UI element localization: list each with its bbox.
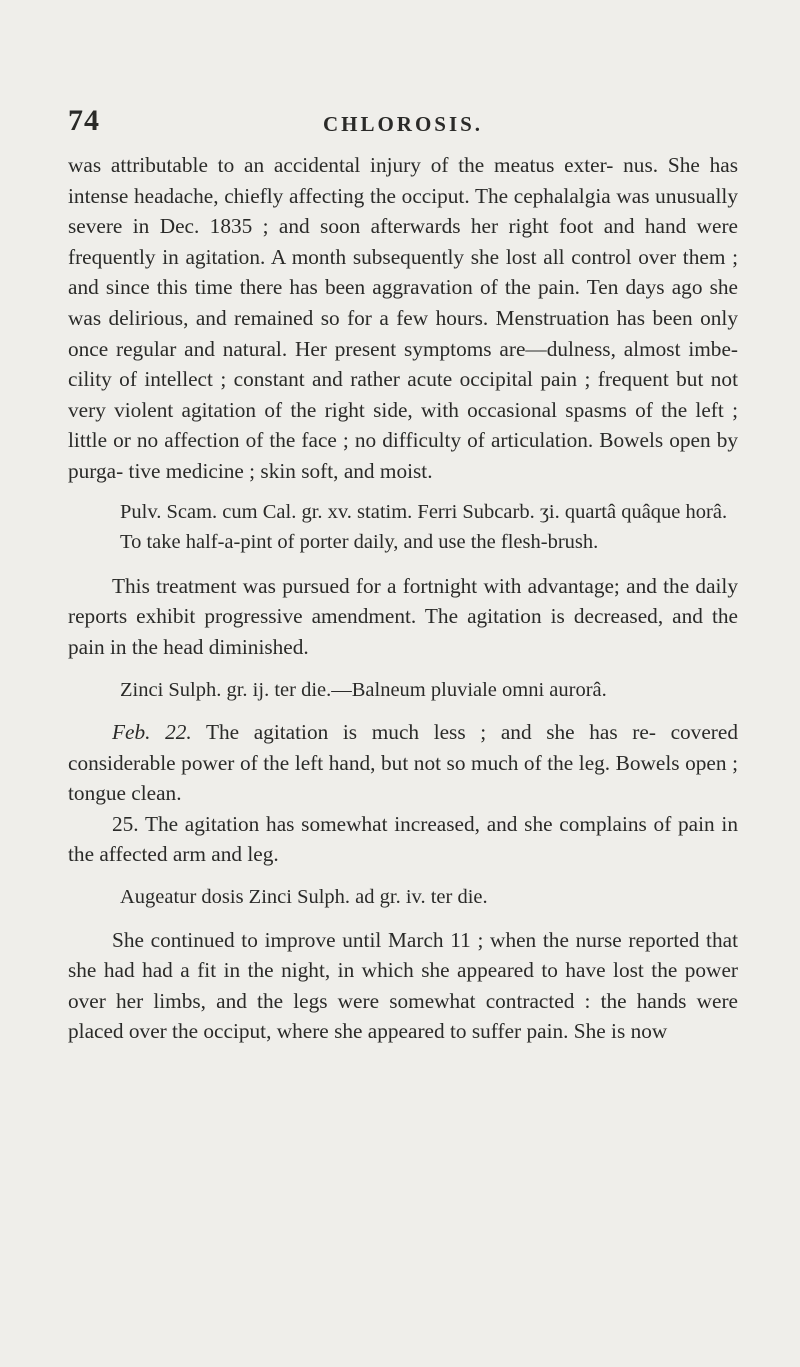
paragraph-day-25: 25. The agitation has somewhat increased, and she complains of pain in the affected arm and leg.: [68, 811, 738, 867]
paragraph-treatment: This treatment was pursued for a fortnight with advantage; and the daily reports exhibit progressive amendment. The agitation is decreased, and the pain in the head diminished.: [68, 573, 738, 659]
body-text: [68, 150, 738, 1047]
paragraph-feb-22: [68, 717, 738, 809]
paragraph-march: She continued to improve until March 11 ; when the nurse reported that she had had a fit in the night, in which she appeared to have lost the power over her limbs, and the legs were somewhat contracted : the hands were placed over the occiput, where she appeared to suffer pain. She is now: [68, 927, 738, 1044]
page-number: 74: [68, 104, 100, 137]
running-title: CHLOROSIS.: [322, 112, 484, 136]
entry-date: Feb. 22.: [112, 720, 192, 745]
paragraph-case-history: was attributable to an accidental injury of the meatus exter- nus. She has intense headache, chiefly affecting the occiput. The cephalalgia was unusually severe in Dec. 1835 ; and soon afterwards her right foot and hand were frequently in agitation. A month subsequently she lost all control over them ; and since this time there has been aggravation of the pain. Ten days ago she was delirious, and remained so for a few hours. Menstruation has been only once regular and natural. Her present symptoms are—dulness, almost imbe- cility of intellect ; constant and rather acute occipital pain ; frequent but not very violent agitation of the right side, with occasional spasms of the left ; little or no affection of the face ; no difficulty of articulation. Bowels open by purga- tive medicine ; skin soft, and moist.: [68, 153, 738, 483]
prescription-zinc: Zinci Sulph. gr. ij. ter die.—Balneum pluviale omni aurorâ.: [120, 678, 607, 701]
prescription-porter: To take half-a-pint of porter daily, and use the flesh-brush.: [120, 531, 599, 554]
prescription-zinc-increase: Augeatur dosis Zinci Sulph. ad gr. iv. ter die.: [120, 886, 488, 909]
entry-text: The agitation is much less ; and she has re- covered considerable power of the left hand, but not so much of the leg. Bowels open ; tongue clean.: [68, 720, 738, 806]
page-header: [68, 104, 738, 144]
prescription-purgative: Pulv. Scam. cum Cal. gr. xv. statim. Ferri Subcarb. ʒi. quartâ quâque horâ.: [120, 500, 728, 523]
